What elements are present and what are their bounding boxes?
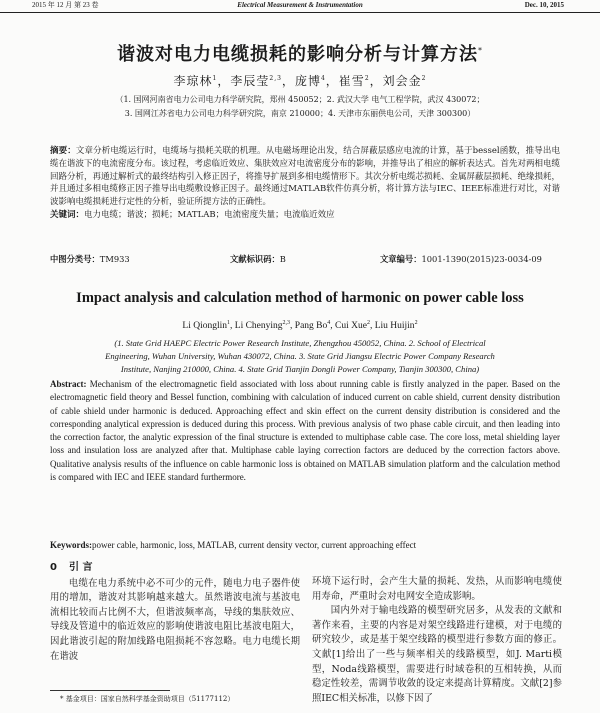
- author: 李辰莹: [230, 74, 270, 88]
- title-footnote-mark: *: [478, 46, 483, 55]
- running-header-issue-date: Dec. 10, 2015: [524, 1, 564, 9]
- en-keywords-label: Keywords:: [50, 540, 92, 550]
- cn-title: [0, 40, 600, 66]
- section-number: 0: [50, 562, 57, 573]
- cn-abstract: [50, 145, 560, 222]
- en-authors: Li Qionglin$^1$, Li Chenying$^{2,3}$, Pang Bo$^4$, Cui Xue$^2$, Liu Huijin$^2$: [182, 320, 418, 332]
- running-header-date: 2015 年 12 月 第 23 卷: [32, 1, 99, 9]
- author: 崔雪: [338, 74, 365, 88]
- body-paragraph: 环境下运行时，会产生大量的损耗、发热，从而影响电缆使用寿命，严重时会对电网安全造成影响。: [312, 576, 562, 602]
- en-affiliation-line: Institute, Nanjing 210000, China. 4. State Grid Tianjin Dongli Power Company, Tianjin 300300, China): [120, 364, 480, 374]
- cn-affiliation-line: （1. 国网河南省电力公司电力科学研究院，郑州 450052；2. 武汉大学 电气工程学院，武汉 430072；: [115, 95, 485, 104]
- author: Li Chenying: [234, 321, 283, 332]
- author: 庞博: [294, 74, 321, 88]
- author: Liu Huijin: [374, 321, 415, 332]
- en-title: Impact analysis and calculation method of harmonic on power cable loss: [76, 290, 524, 306]
- author: Cui Xue: [335, 321, 367, 332]
- cn-keywords-label: 关键词：: [50, 209, 85, 220]
- body-column-left: [50, 561, 300, 664]
- en-keywords: power cable, harmonic, loss, MATLAB, current density vector, current approaching effect: [92, 540, 417, 550]
- cn-abstract-label: 摘要：: [50, 146, 76, 156]
- footnote-rule: [50, 690, 170, 691]
- author: Pang Bo: [294, 321, 328, 332]
- cn-keywords: 电力电缆；谐波；损耗；MATLAB；电流密度失量；电流临近效应: [84, 209, 335, 220]
- article-number: 文章编号：1001-1390(2015)23-0034-09: [380, 254, 542, 264]
- running-header: [0, 0, 600, 13]
- footnote-funding: * 基金项目：国家自然科学基金资助项目（51177112）: [60, 695, 235, 703]
- section-heading: [50, 561, 300, 576]
- en-abstract: [50, 378, 560, 484]
- cn-title-text: 谐波对电力电缆损耗的影响分析与计算方法: [117, 44, 478, 65]
- en-abstract-text: Mechanism of the electromagnetic field associated with loss about running cable is firstly analyzed in the paper. Based on the electromagnetic field theory and Bessel function, combining with calculation of induced current on cable shield, current density distribution of cable shield under harmonic is deduced. Approaching effect and skin effect on the current density distribution is considered and the corresponding analytical expression is deduced during this process. With previous analysis of two phase cable circuit, and then leading into the correction factor, the analytic expression of the final structure is extended to multiphase cable case. The core loss, metal shielding layer loss and insulation loss are analyzed after that. Multiphase cable laying correction factors are deduced by the correction factors above. Qualitative analysis results of the influence on cable harmonic loss is obtained on MATLAB simulation platform and the calculation method is compared with IEC and IEEE standard furthermore.: [50, 379, 560, 483]
- en-keywords-row: [50, 540, 560, 550]
- body-column-right: [312, 575, 562, 706]
- document-code: 文献标识码：B: [230, 254, 286, 264]
- journal-name: Electrical Measurement & Instrumentation: [237, 1, 363, 9]
- en-affiliation-line: (1. State Grid HAEPC Electric Power Research Institute, Zhengzhou 450052, China. 2. School of Electrical: [114, 338, 486, 348]
- author: Li Qionglin: [182, 321, 228, 332]
- section-title: 引 言: [68, 562, 93, 573]
- cn-abstract-text: 文章分析电缆运行时，电缆场与损耗关联的机理。从电磁场理论出发，结合屏蔽层感应电流的计算，基于bessel函数，推导出电缆在谐波下的电流密度分布。该过程，考虑临近效应、集肤效应对电流密度分布的影响，并推导出了相应的解析表达式。首先对两相电缆回路分析，再通过解析式的最终结构引入修正因子，将推导扩展到多相电缆情形下。其次分析电缆芯损耗、金属屏蔽层损耗、绝缘损耗，并且通过多相电缆修正因子推导出电缆敷设修正因子。最终通过MATLAB软件仿真分析，将计算方法与IEC、IEEE标准进行对比，对谐波影响电缆损耗进行定性的分析，验证所提方法的正确性。: [50, 146, 561, 208]
- author: 李琼林: [173, 74, 213, 88]
- cn-authors: 李琼林$^1$，李辰莹$^{2,3}$，庞博$^4$，崔雪$^2$，刘会金$^2$: [173, 74, 427, 88]
- body-paragraph: 电缆在电力系统中必不可少的元件，随电力电子器件使用的增加，谐波对其影响越来越大。虽然谐波电流与基波电流相比较而占比例不大，但谐波频率高，导线的集肤效应、导线及管道中的临近效应的影响使谐波电阻比基波电阻大，因此谐波引起的附加线路电阻损耗不容忽略。电力电缆长期在谐波: [50, 577, 300, 662]
- en-affiliation-line: Engineering, Wuhan University, Wuhan 430072, China. 3. State Grid Jiangsu Electric Power Company Research: [105, 351, 495, 361]
- en-affiliations: [60, 337, 540, 376]
- en-abstract-label: Abstract:: [50, 379, 87, 389]
- cn-affiliation-line: 3. 国网江苏省电力公司电力科学研究院，南京 210000；4. 天津市东丽供电公司，天津 300300）: [124, 109, 476, 118]
- clc-number: 中图分类号：TM933: [50, 254, 130, 264]
- author: 刘会金: [382, 74, 422, 88]
- body-paragraph: 国内外对于输电线路的模型研究居多，从发表的文献和著作来看，主要的内容是对架空线路进行建模，对于电缆的研究较少，或是基于架空线路的模型进行参数方面的修正。文献[1]给出了一些与频率相关的线路模型，如J. Marti模型，Noda线路模型，需要进行时域卷积的互相转换，从而稳定性较差，需调节收敛的设定来提高计算精度。文献[2]参照IEC相关标准，以修下因了: [312, 605, 562, 704]
